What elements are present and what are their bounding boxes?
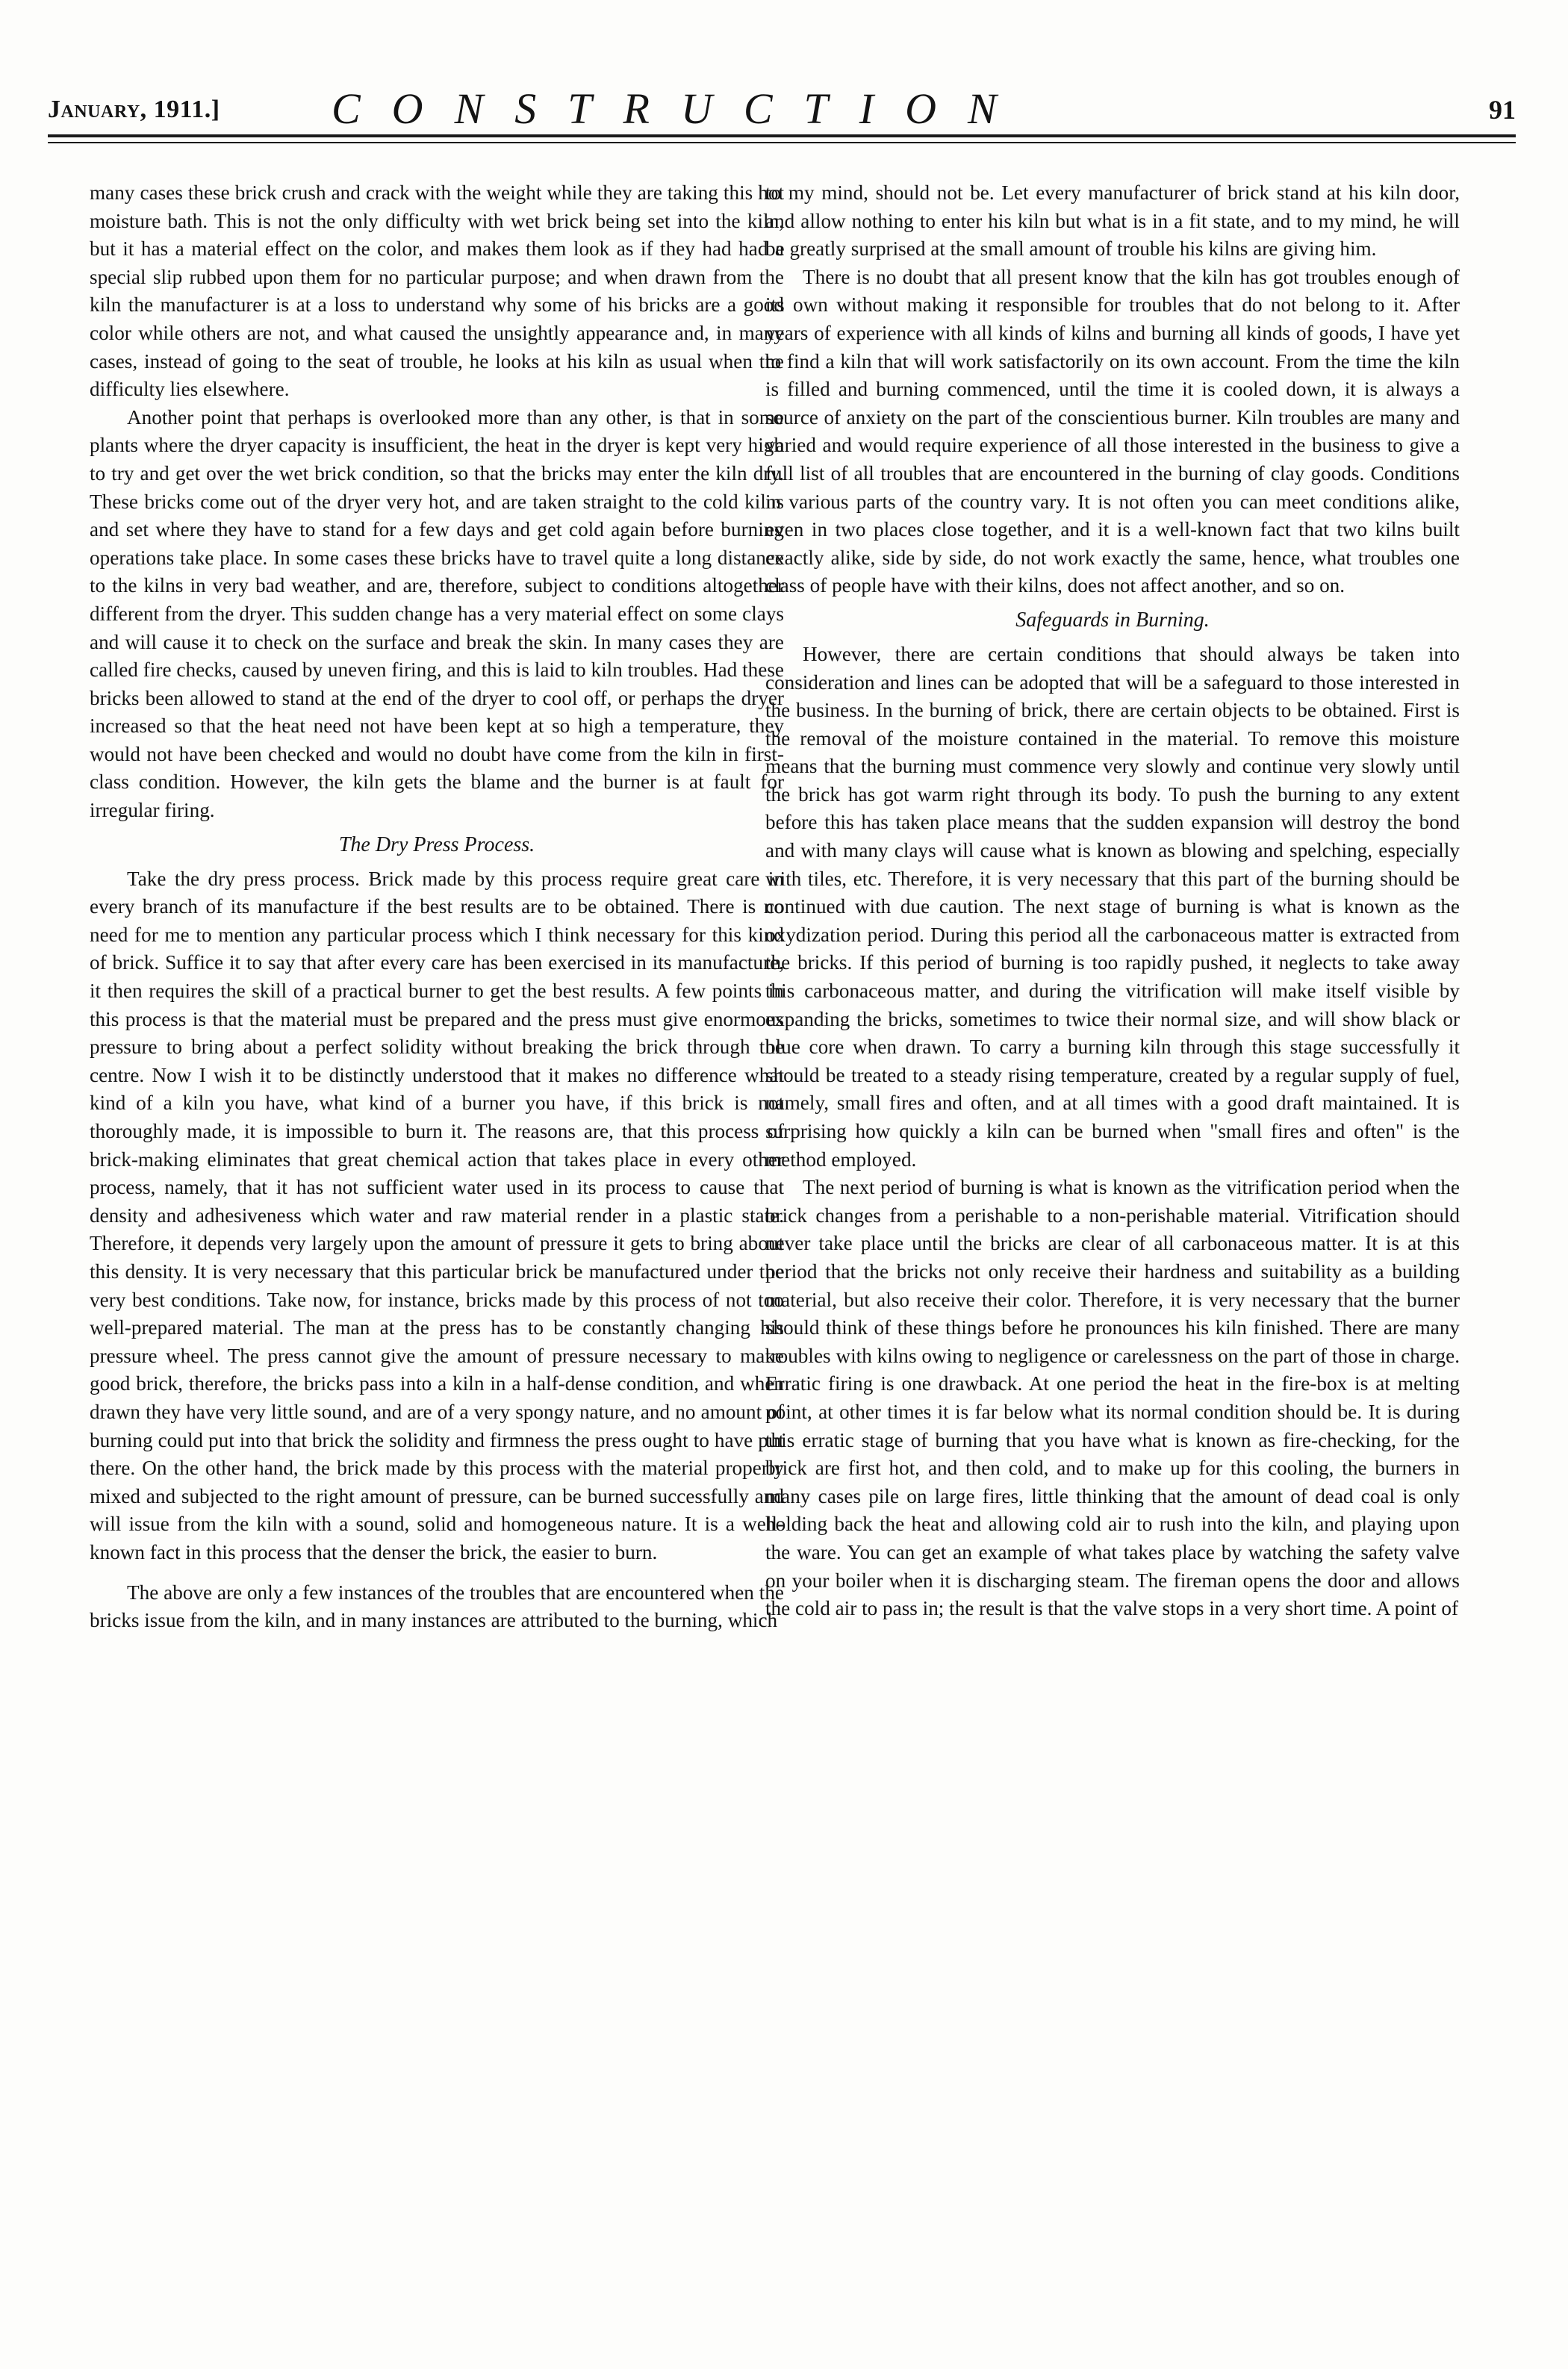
section-heading-safeguards: Safeguards in Burning. [1015,608,1210,632]
paragraph: Another point that perhaps is overlooked more than any other, is that in some plants where the dryer capacity is insufficient, the heat in the dryer is kept very high to try and get over the wet brick condition, so that the bricks may enter the kiln dry. These bricks come out of the dryer very hot, and are taken straight to the cold kilns and set where they have to stand for a few days and get cold again before burning operations take place. In some cases these bricks have to travel quite a long distance to the kilns in very bad weather, and are, therefore, subject to conditions altogether different from the dryer. This sudden change has a very material effect on some clays and will cause it to check on the surface and break the skin. In many cases they are called fire checks, caused by uneven firing, and this is laid to kiln troubles. Had these bricks been allowed to stand at the end of the dryer to cool off, or perhaps the dryer increased so that the heat need not have been kept at so high a temperature, they would not have been checked and would no doubt have come from the kiln in first-class condition. However, the kiln gets the blame and the burner is at fault for irregular firing. [90,405,784,822]
left-column [90,179,784,2329]
paragraph: There is no doubt that all present know that the kiln has got troubles enough of its own without making it responsible for troubles that do not belong to it. After years of experience with all kinds of kilns and burning all kinds of goods, I have yet to find a kiln that will work satisfactorily on its own account. From the time the kiln is filled and burning commenced, until the time it is cooled down, it is always a source of anxiety on the part of the conscientious burner. Kiln troubles are many and varied and would require experience of all those interested in the business to give a full list of all troubles that are encountered in the burning of clay goods. Conditions in various parts of the country vary. It is not often you can meet conditions alike, even in two places close together, and it is a well-known fact that two kilns built exactly alike, side by side, do not work exactly the same, hence, what troubles one class of people have with their kilns, does not affect another, and so on. [765,265,1460,597]
issue-date: January, 1911.] [48,96,220,123]
paragraph: to my mind, should not be. Let every manufacturer of brick stand at his kiln door, and allow nothing to enter his kiln but what is in a fit state, and to my mind, he will be greatly surprised at the small amount of trouble his kilns are giving him. [765,181,1460,261]
journal-title: CONSTRUCTION [332,84,1028,133]
paragraph: The next period of burning is what is known as the vitrification period when the brick changes from a perishable to a non-perishable material. Vitrification should never take place until the bricks are clear of all carbonaceous matter. It is at this period that the bricks not only receive their hardness and suitability as a building material, but also receive their color. Therefore, it is very necessary that the burner should think of these things before he pronounces his kiln finished. There are many troubles with kilns owing to negligence or carelessness on the part of those in charge. Erratic firing is one drawback. At one period the heat in the fire-box is at melting point, at other times it is far below what its normal condition should be. It is during this erratic stage of burning that you have what is known as fire-checking, for the brick are first hot, and then cold, and to make up for this cooling, the burners in many cases pile on large fires, little thinking that the amount of dead coal is only holding back the heat and allowing cold air to rush into the kiln, and playing upon the ware. You can get an example of what takes place by watching the safety valve on your boiler when it is discharging steam. The fireman opens the door and allows the cold air to pass in; the result is that the valve stops in a very short time. A point of [765,1176,1460,1620]
right-column [765,179,1460,2329]
header-rule-thin [48,142,1516,143]
page-number: 91 [1489,95,1516,125]
paragraph: many cases these brick crush and crack with the weight while they are taking this hot moisture bath. This is not the only difficulty with wet brick being set into the kiln, but it has a material effect on the color, and makes them look as if they had had a special slip rubbed upon them for no particular purpose; and when drawn from the kiln the manufacturer is at a loss to understand why some of his bricks are a good color while others are not, and what caused the unsightly appearance and, in many cases, instead of going to the seat of trouble, he looks at his kiln as usual when the difficulty lies elsewhere. [90,181,784,401]
running-header [48,84,1516,133]
paragraph: Take the dry press process. Brick made by this process require great care in every branch of its manufacture if the best results are to be obtained. There is no need for me to mention any particular process which I think necessary for this kind of brick. Suffice it to say that after every care has been exercised in its manufacture, it then requires the skill of a practical burner to get the best results. A few points in this process is that the material must be prepared and the press must give enormous pressure to bring about a perfect solidity without breaking the brick through the centre. Now I wish it to be distinctly understood that it makes no difference what kind of a kiln you have, what kind of a burner you have, if this brick is not thoroughly made, it is impossible to burn it. The reasons are, that this process of brick-making eliminates that great chemical action that takes place in every other process, namely, that it has not sufficient water used in its process to cause that density and adhesiveness which water and raw material render in a plastic state. Therefore, it depends very largely upon the amount of pressure it gets to bring about this density. It is very necessary that this particular brick be manufactured under the very best conditions. Take now, for instance, bricks made by this process of not too well-prepared material. The man at the press has to be constantly changing his pressure wheel. The press cannot give the amount of pressure necessary to make good brick, therefore, the bricks pass into a kiln in a half-dense condition, and when drawn they have very little sound, and are of a very spongy nature, and no amount of burning could put into that brick the solidity and firmness the press ought to have put there. On the other hand, the brick made by this process with the material properly mixed and subjected to the right amount of pressure, can be burned successfully and will issue from the kiln with a sound, solid and homogeneous nature. It is a well-known fact in this process that the denser the brick, the easier to burn. [90,867,784,1563]
section-heading-dry-press: The Dry Press Process. [338,832,535,856]
header-rule-thick [48,134,1516,137]
paragraph: However, there are certain conditions that should always be taken into consideration and lines can be adopted that will be a safeguard to those interested in the business. In the burning of brick, there are certain objects to be obtained. First is the removal of the moisture contained in the material. To remove this moisture means that the burning must commence very slowly and continue very slowly until the brick has got warm right through its body. To push the burning to any extent before this has taken place means that the sudden expansion will destroy the bond and with many clays will cause what is known as blowing and spelching, especially with tiles, etc. Therefore, it is very necessary that this part of the burning should be continued with due caution. The next stage of burning is what is known as the oxydization period. During this period all the carbonaceous matter is extracted from the bricks. If this period of burning is too rapidly pushed, it neglects to take away this carbonaceous matter, and during the vitrification will make itself visible by expanding the bricks, sometimes to twice their normal size, and will show black or blue core when drawn. To carry a burning kiln through this stage successfully it should be treated to a steady rising temperature, created by a regular supply of fuel, namely, small fires and often, and at all times with a good draft maintained. It is surprising how quickly a kiln can be burned when "small fires and often" is the method employed. [765,642,1460,1171]
paragraph: The above are only a few instances of the troubles that are encountered when the bricks issue from the kiln, and in many instances are attributed to the burning, which [90,1581,784,1632]
